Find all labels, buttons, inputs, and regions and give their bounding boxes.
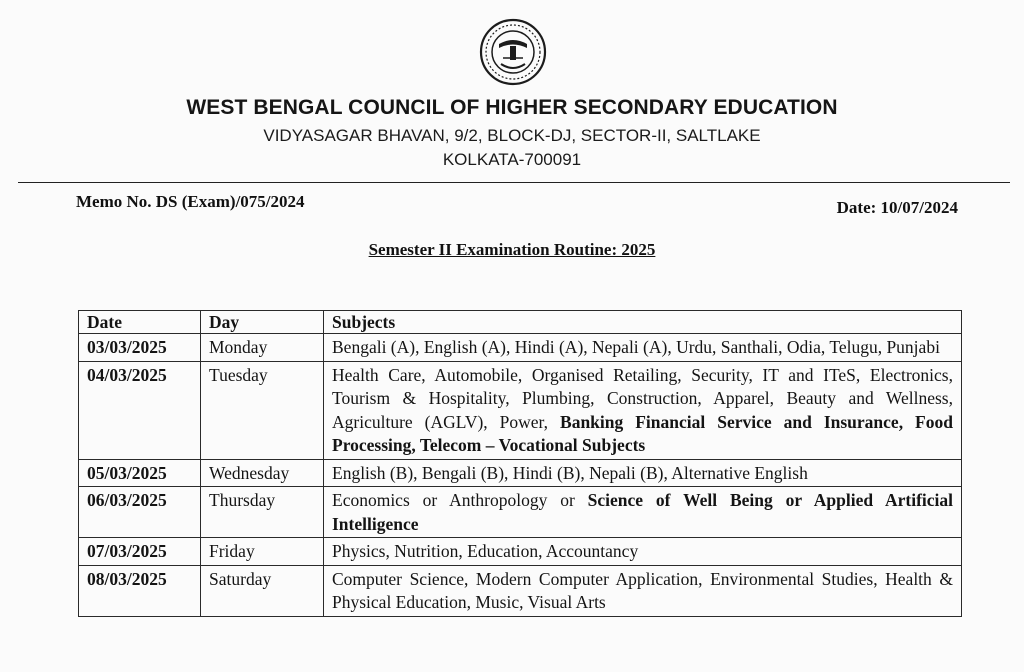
subject-text: Computer Science, Modern Computer Application, Environmental Studies, Health & Physical Education, Music, Visual Arts (332, 568, 953, 612)
exam-day: Wednesday (201, 459, 324, 487)
table-row (79, 459, 962, 487)
exam-subjects (324, 361, 962, 459)
exam-day: Thursday (201, 487, 324, 538)
exam-date: 04/03/2025 (79, 361, 201, 459)
exam-date: 05/03/2025 (79, 459, 201, 487)
subject-text-bold: Science of Well Being or Applied Artificial Intelligence (332, 490, 954, 534)
routine-table (78, 310, 962, 617)
address-line-2: KOLKATA-700091 (442, 150, 582, 169)
exam-subjects (324, 565, 962, 616)
exam-day: Friday (201, 538, 324, 566)
table-header-row (79, 311, 962, 334)
exam-subjects (324, 459, 962, 487)
organization-title: WEST BENGAL COUNCIL OF HIGHER SECONDARY EDUCATION (186, 96, 838, 119)
exam-day: Tuesday (201, 361, 324, 459)
table-row (79, 334, 962, 362)
routine-table-body (79, 334, 962, 617)
exam-subjects (324, 334, 962, 362)
column-header-day: Day (201, 311, 324, 334)
subject-text: Physics, Nutrition, Education, Accountancy (332, 541, 639, 561)
address-line-1: VIDYASAGAR BHAVAN, 9/2, BLOCK-DJ, SECTOR-II, SALTLAKE (263, 126, 761, 145)
subject-text: Economics or Anthropology or (332, 490, 588, 510)
exam-date: 08/03/2025 (79, 565, 201, 616)
subject-text: Bengali (A), English (A), Hindi (A), Nepali (A), Urdu, Santhali, Odia, Telugu, Punjabi (332, 337, 940, 357)
routine-title (0, 240, 1024, 260)
table-row (79, 565, 962, 616)
routine-title-text: Semester II Examination Routine: 2025 (368, 240, 656, 259)
exam-date: 03/03/2025 (79, 334, 201, 362)
header-divider (18, 182, 1010, 183)
subject-text: Health Care, Automobile, Organised Retailing, Security, IT and ITeS, Electronics, Tourism & Hospitality, Plumbing, Construction, Apparel, Beauty and Wellness, Agriculture (AGLV), Power, (332, 364, 953, 432)
exam-subjects (324, 538, 962, 566)
table-row (79, 361, 962, 459)
column-header-date: Date (79, 311, 201, 334)
exam-date: 06/03/2025 (79, 487, 201, 538)
memo-date: Date: 10/07/2024 (836, 198, 958, 217)
exam-date: 07/03/2025 (79, 538, 201, 566)
table-row (79, 487, 962, 538)
exam-day: Saturday (201, 565, 324, 616)
subject-text-bold: Banking Financial Service and Insurance, Food Processing, Telecom – Vocational Subjects (332, 411, 953, 455)
table-row (79, 538, 962, 566)
council-seal-icon (479, 14, 547, 90)
exam-day: Monday (201, 334, 324, 362)
memo-number: Memo No. DS (Exam)/075/2024 (76, 192, 305, 211)
subject-text: English (B), Bengali (B), Hindi (B), Nepali (B), Alternative English (332, 462, 808, 483)
column-header-subjects: Subjects (324, 311, 962, 334)
exam-subjects (324, 487, 962, 538)
